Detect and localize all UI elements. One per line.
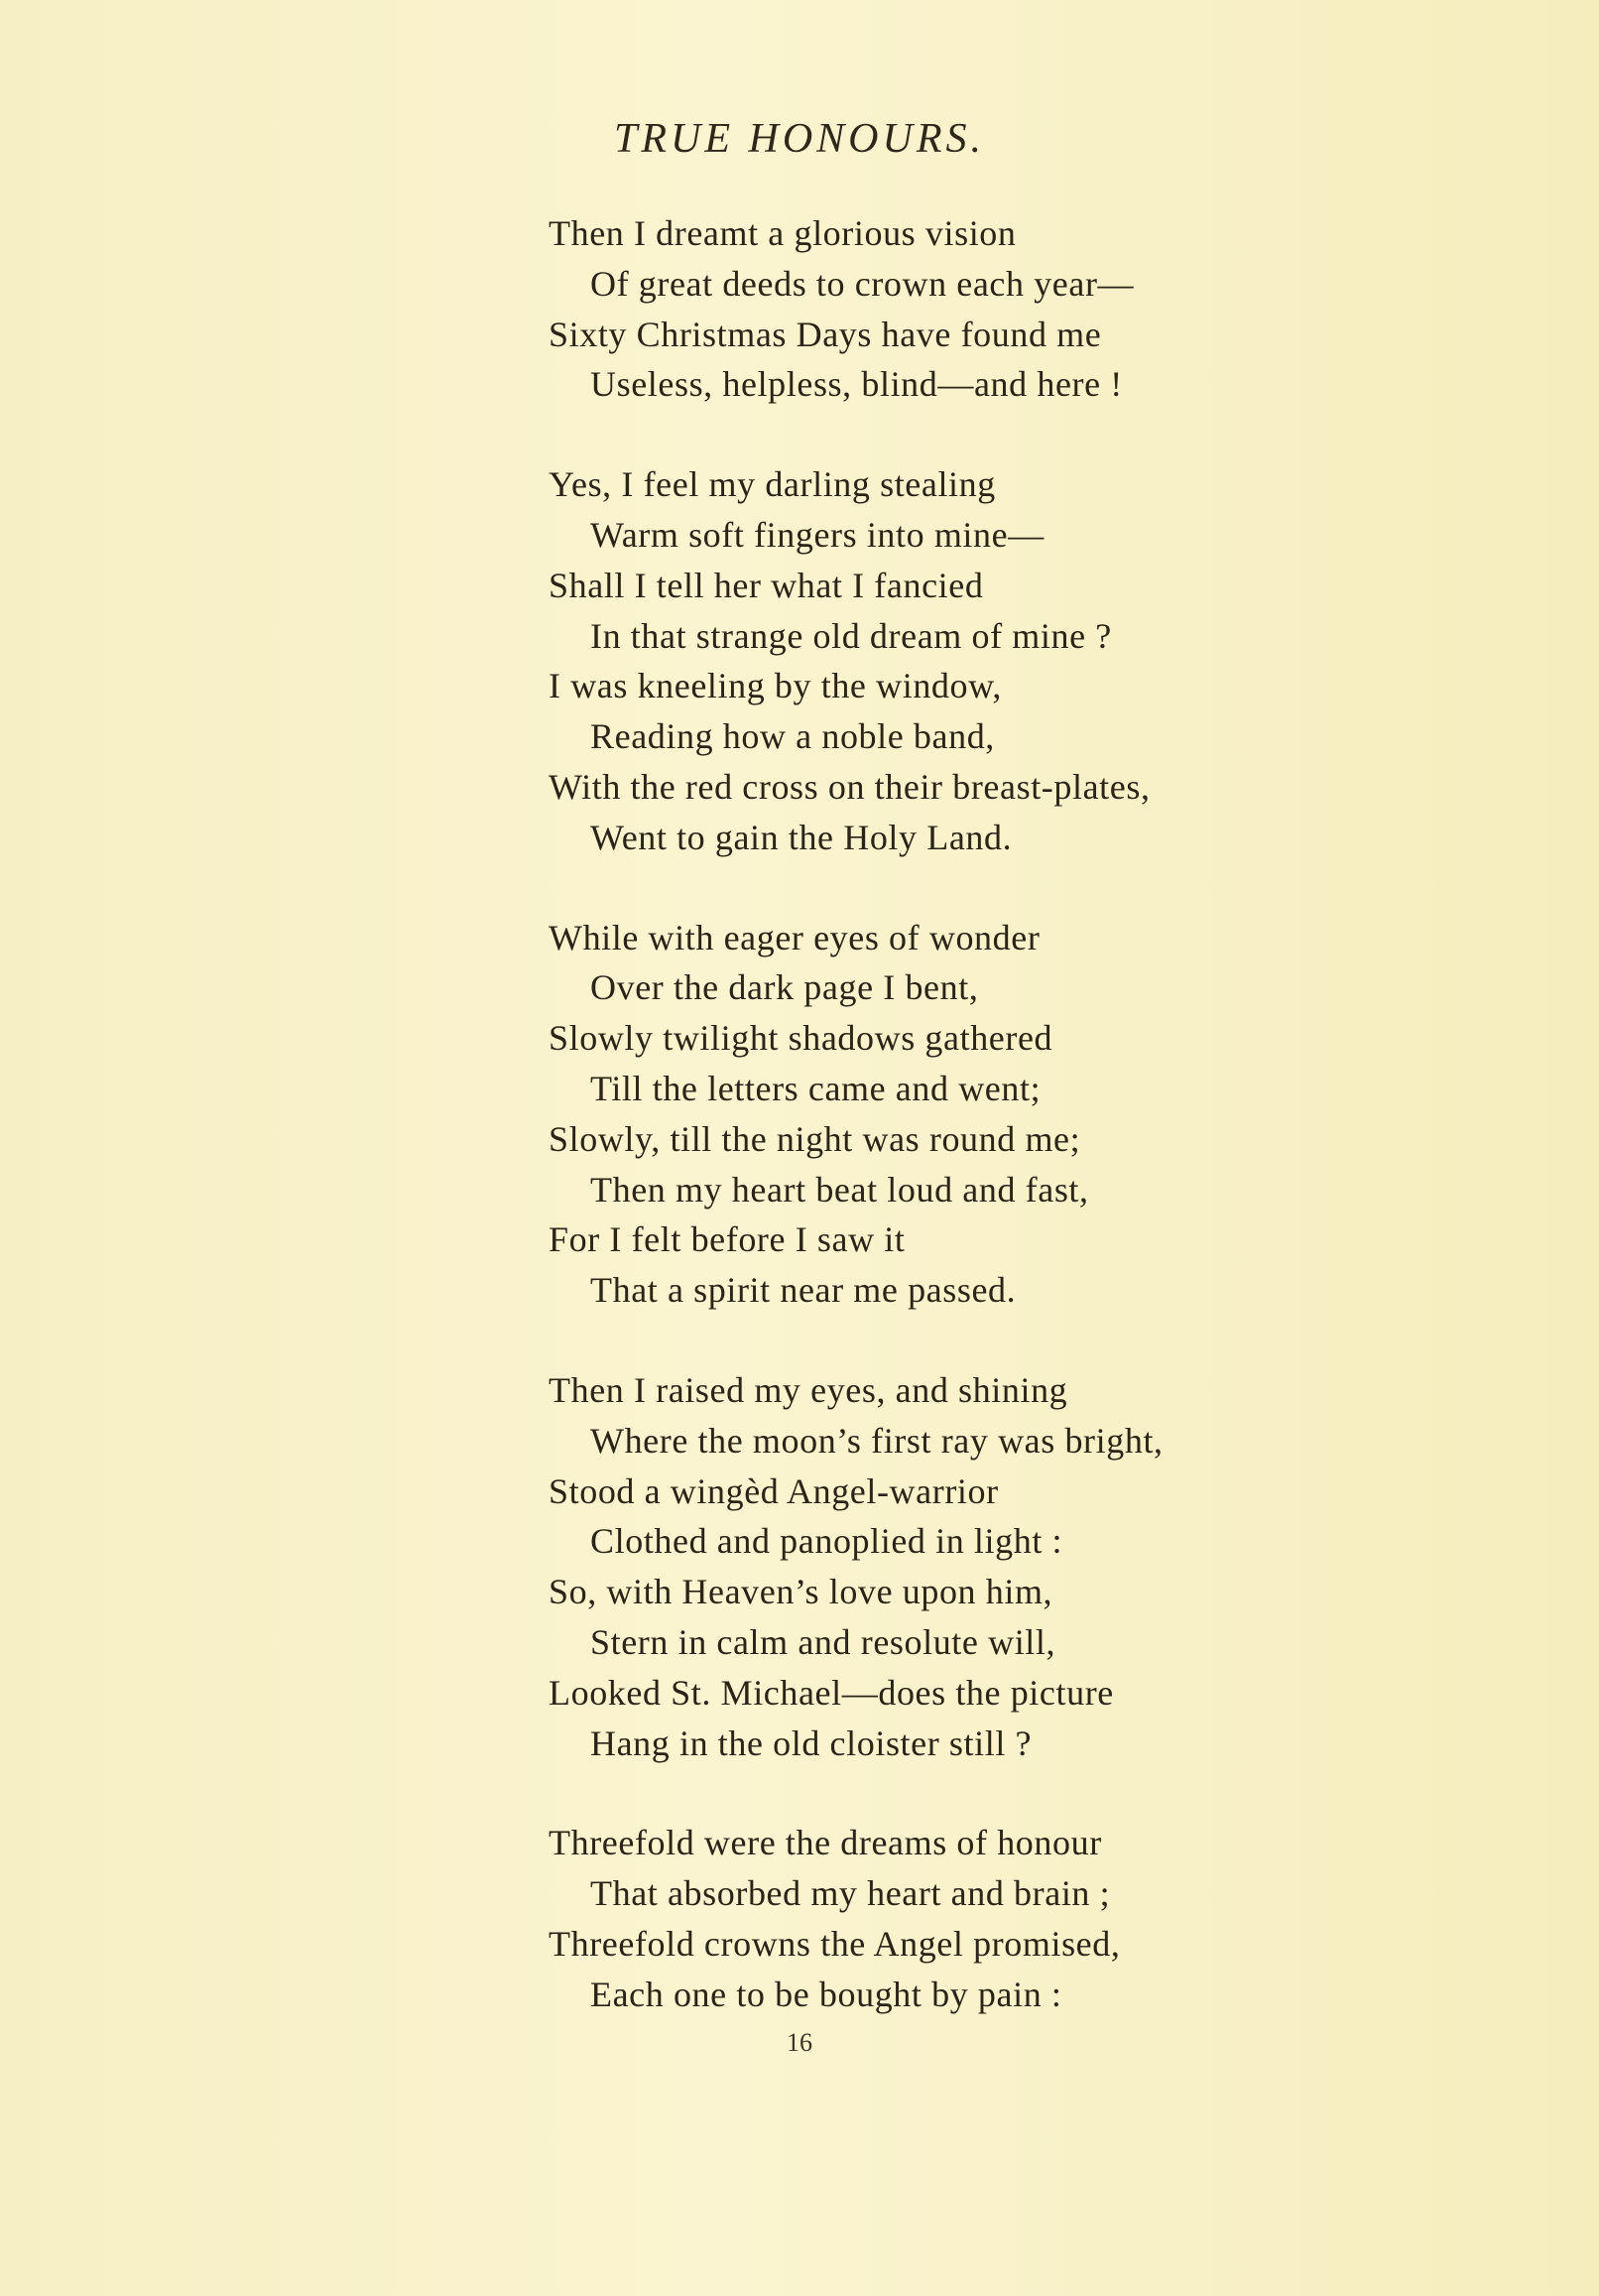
poem-line: Reading how a noble band, — [590, 716, 995, 757]
poem-line: Looked St. Michael—does the picture — [549, 1672, 1114, 1713]
stanza — [549, 1818, 1540, 2019]
poem-line: With the red cross on their breast-plates, — [549, 766, 1151, 807]
stanza — [549, 913, 1540, 1316]
poem-line: Of great deeds to crown each year— — [590, 263, 1135, 304]
poem-line: Till the letters came and went; — [590, 1068, 1042, 1108]
poem-line: I was kneeling by the window, — [549, 666, 1002, 706]
poem-line: Sixty Christmas Days have found me — [549, 314, 1102, 354]
poem-line: Threefold crowns the Angel promised, — [549, 1923, 1121, 1964]
poem-line: Stood a wingèd Angel-warrior — [549, 1470, 999, 1511]
poem-line: That absorbed my heart and brain ; — [590, 1873, 1111, 1914]
stanza — [549, 208, 1540, 410]
poem-line: Each one to be bought by pain : — [590, 1974, 1062, 2014]
running-head: TRUE HONOURS. — [614, 116, 985, 162]
poem-line: In that strange old dream of mine ? — [590, 615, 1112, 656]
poem-line: Slowly, till the night was round me; — [549, 1118, 1081, 1159]
poem-line: Warm soft fingers into mine— — [590, 514, 1045, 555]
poem-line: Then I dreamt a glorious vision — [549, 213, 1017, 253]
page-number: 16 — [787, 2028, 812, 2057]
poem-line: Then my heart beat loud and fast, — [590, 1169, 1089, 1210]
stanza — [549, 459, 1540, 862]
poem-line: Hang in the old cloister still ? — [590, 1722, 1033, 1763]
poem-line: While with eager eyes of wonder — [549, 917, 1041, 957]
poem-line: Useless, helpless, blind—and here ! — [590, 364, 1123, 405]
poem-line: Over the dark page I bent, — [590, 967, 979, 1008]
poem-line: That a spirit near me passed. — [590, 1270, 1017, 1311]
poem-line: Shall I tell her what I fancied — [549, 565, 984, 605]
poem — [549, 208, 1540, 2070]
poem-line: Slowly twilight shadows gathered — [549, 1018, 1053, 1059]
poem-line: Threefold were the dreams of honour — [549, 1823, 1102, 1863]
stanza — [549, 1365, 1540, 1768]
poem-line: So, with Heaven’s love upon him, — [549, 1572, 1053, 1612]
poem-line: Then I raised my eyes, and shining — [549, 1369, 1068, 1410]
poem-line: Yes, I feel my darling stealing — [549, 464, 996, 505]
poem-line: For I felt before I saw it — [549, 1219, 906, 1260]
poem-line: Went to gain the Holy Land. — [590, 817, 1013, 857]
poem-line: Clothed and panoplied in light : — [590, 1521, 1063, 1562]
poem-line: Stern in calm and resolute will, — [590, 1621, 1056, 1662]
poem-line: Where the moon’s first ray was bright, — [590, 1420, 1164, 1461]
